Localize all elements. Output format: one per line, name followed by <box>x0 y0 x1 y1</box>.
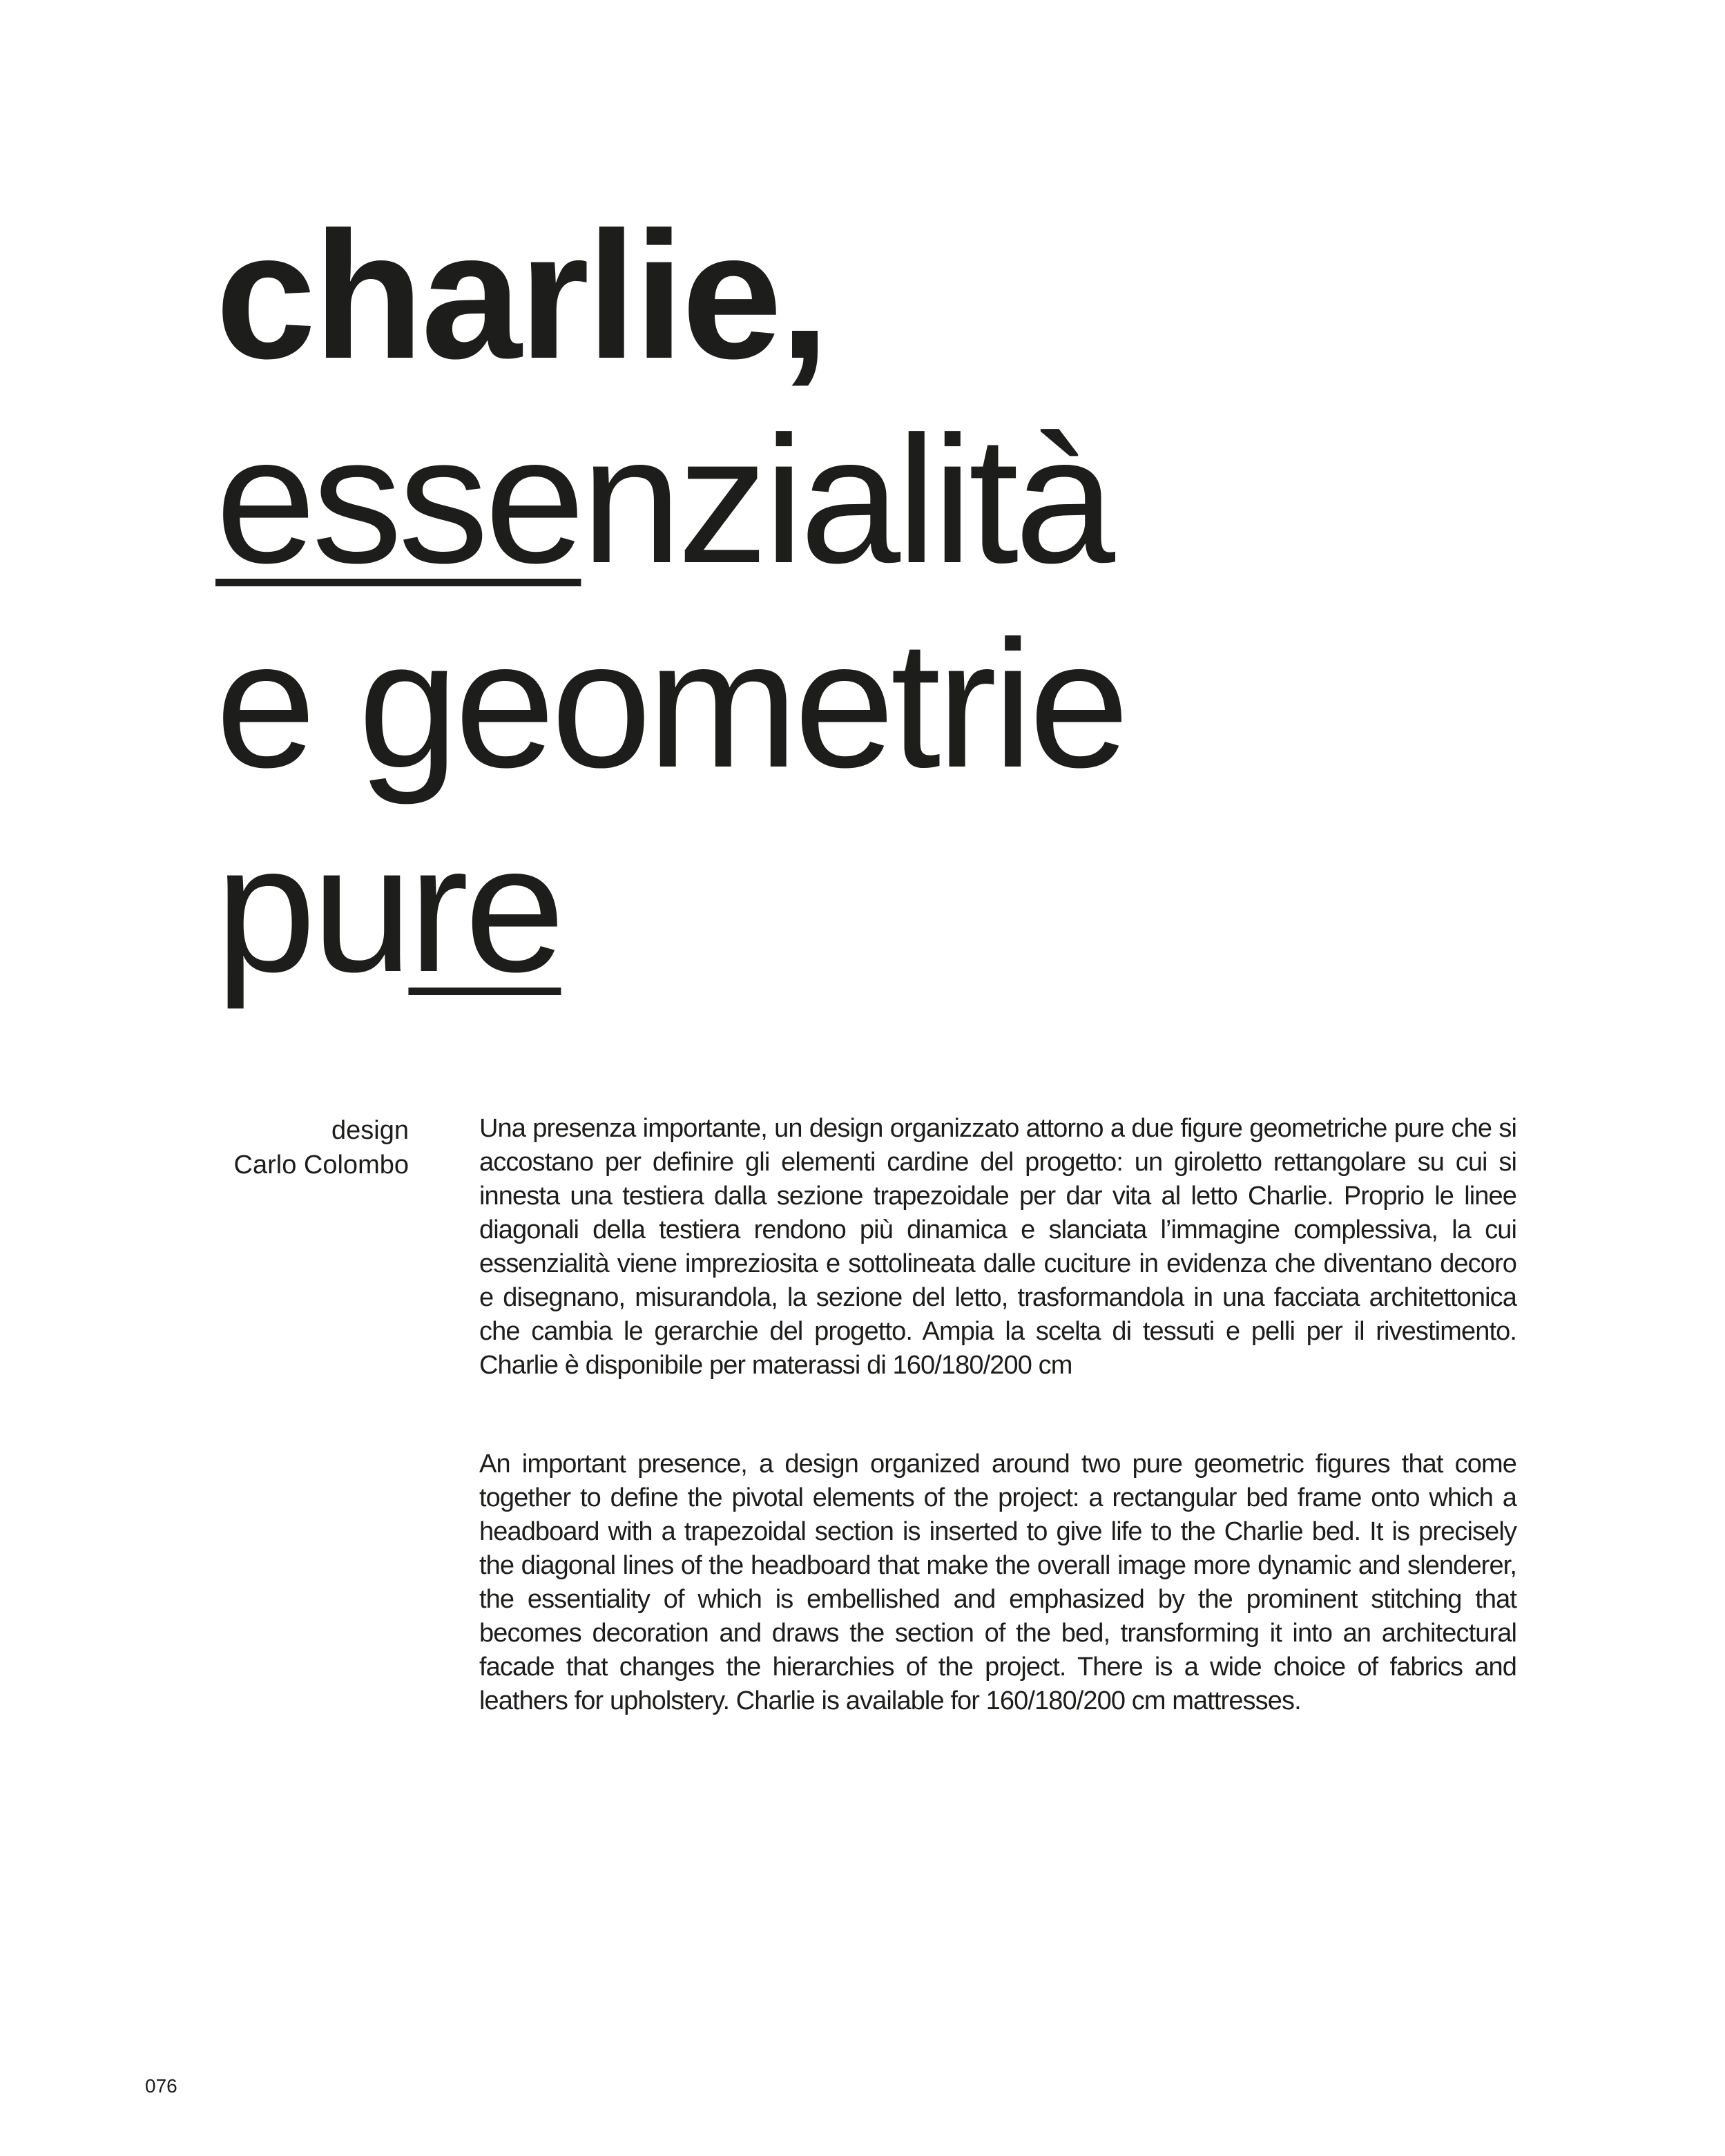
title-underlined-segment: re <box>408 807 561 1010</box>
page-number: 076 <box>145 2075 177 2097</box>
title-underlined-segment: esse <box>215 398 581 601</box>
design-label: design <box>331 1116 409 1145</box>
title-segment: nzialità <box>581 398 1111 601</box>
description-italian: Una presenza importante, un design organizzato attorno a due figure geometriche pure che si accostano per definire gli elementi cardine del progetto: un giroletto rettangolare su cui si innesta una testiera dalla sezione trapezoidale per dar vita al letto Charlie. Proprio le linee diagonali della testiera rendono più dinamica e slanciata l’immagine complessiva, la cui essenzialità viene impreziosita e sottolineata dalle cuciture in evidenza che diventano decoro e disegnano, misurandola, la sezione del letto, trasformandola in una facciata architettonica che cambia le gerarchie del progetto. Ampia la scelta di tessuti e pelli per il rivestimento. Charlie è disponibile per materassi di 160/180/200 cm <box>479 1114 1516 1380</box>
title-line-1: charlie, <box>215 194 827 396</box>
design-credits <box>166 1113 409 1182</box>
title-line-4 <box>215 807 1528 1011</box>
title-line-3: e geometrie <box>215 603 1126 805</box>
page-title <box>215 193 1528 1011</box>
title-line-2 <box>215 398 1528 602</box>
title-segment: pu <box>215 807 409 1010</box>
description-english: An important presence, a design organized around two pure geometric figures that come together to define the pivotal elements of the project: a rectangular bed frame onto which a headboard with a trapezoidal section is inserted to give life to the Charlie bed. It is precisely the diagonal lines of the headboard that make the overall image more dynamic and slenderer, the essentiality of which is embellished and emphasized by the prominent stitching that becomes decoration and draws the section of the bed, transforming it into an architectural facade that changes the hierarchies of the project. There is a wide choice of fabrics and leathers for upholstery. Charlie is available for 160/180/200 cm mattresses. <box>479 1450 1516 1715</box>
designer-name: Carlo Colombo <box>233 1151 409 1180</box>
